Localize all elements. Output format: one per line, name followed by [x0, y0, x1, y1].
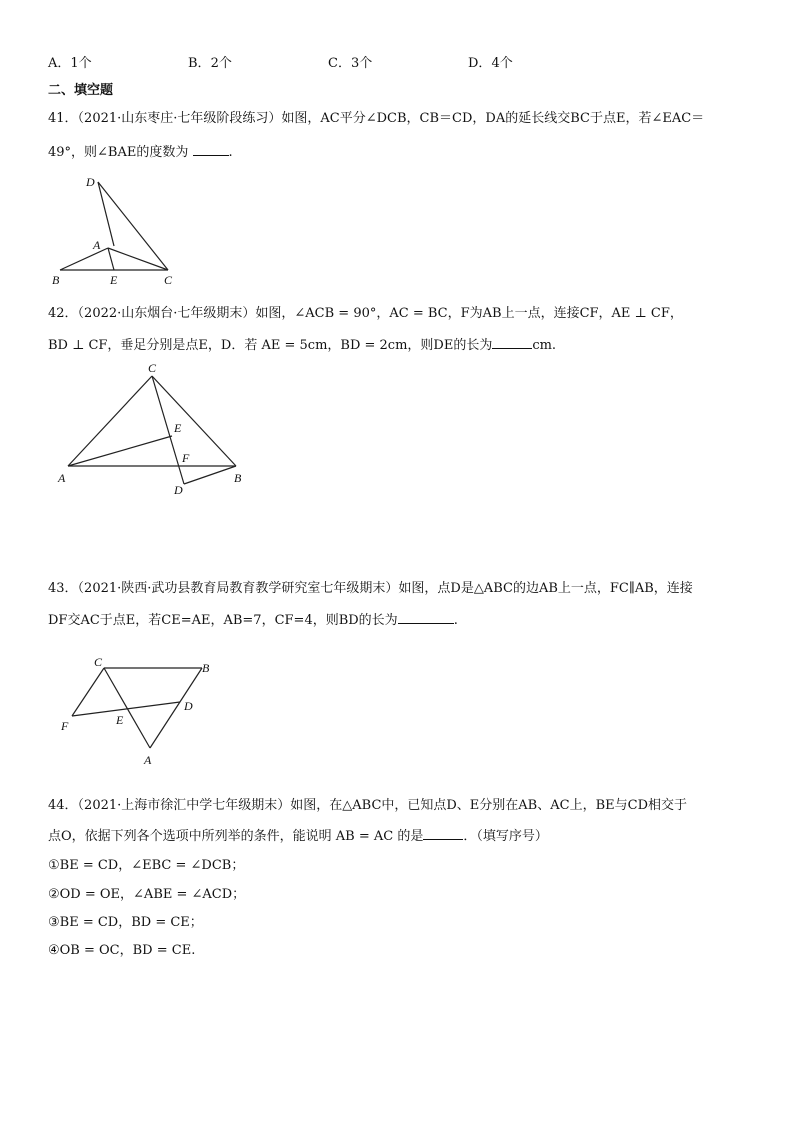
section-title: 二、填空题: [48, 83, 114, 98]
q41-text: 49°，则∠BAE的度数为: [48, 145, 189, 160]
q42-answer-blank[interactable]: [492, 336, 532, 349]
option-letter: C．: [328, 56, 351, 71]
q44-item-2: ②OD = OE，∠ABE = ∠ACD；: [48, 887, 246, 902]
label-D: D: [86, 175, 95, 189]
q43-line2: [48, 611, 458, 630]
q41-period: .: [228, 145, 233, 160]
option-letter: D．: [468, 56, 492, 71]
option-text: 1个: [70, 56, 92, 71]
q44-text: 点O，依据下列各个选项中所列举的条件，能说明 AB = AC 的是: [48, 829, 424, 844]
q44-answer-blank[interactable]: [423, 827, 463, 840]
segment-AE: [108, 248, 114, 270]
q44-item-4: ④OB = OC，BD = CE.: [48, 943, 196, 958]
segment-BA: [150, 668, 202, 748]
q41-figure: [48, 172, 188, 290]
label-C: C: [94, 655, 103, 669]
option-text: 3个: [350, 56, 373, 71]
q42-figure: [52, 360, 262, 496]
label-A: A: [93, 238, 101, 252]
label-B: B: [52, 273, 60, 287]
segment-CB: [152, 376, 236, 466]
q44-line2: [48, 827, 548, 846]
option-a: [48, 52, 92, 71]
q42-line2: [48, 336, 556, 355]
segment-DB: [184, 466, 236, 484]
label-D: D: [174, 483, 183, 496]
q44-item-3: ③BE = CD，BD = CE；: [48, 915, 203, 930]
label-B: B: [202, 661, 210, 675]
label-E: E: [116, 713, 124, 727]
label-C: C: [148, 361, 157, 375]
q43-figure: [56, 652, 226, 770]
option-text: 2个: [210, 56, 232, 71]
option-b: [188, 52, 232, 71]
label-A: A: [144, 753, 152, 767]
option-text: 4个: [491, 56, 513, 71]
segment-CA: [104, 668, 150, 748]
q44-item-1: ①BE = CD，∠EBC = ∠DCB；: [48, 858, 245, 873]
q42-text: BD ⊥ CF，垂足分别是点E，D．若 AE = 5cm，BD = 2cm，则DE的长为: [48, 338, 493, 353]
label-D: D: [184, 699, 193, 713]
q41-line1: 41．（2021·山东枣庄·七年级阶段练习）如图，AC平分∠DCB，CB＝CD，DA的延长线交BC于点E，若∠EAC＝: [48, 111, 705, 126]
q43-period: .: [453, 613, 458, 628]
label-A: A: [58, 471, 66, 485]
label-E: E: [110, 273, 118, 287]
label-C: C: [164, 273, 173, 287]
q41-answer-blank[interactable]: [193, 143, 229, 156]
segment-CF: [72, 668, 104, 716]
q41-line2: [48, 143, 233, 162]
label-E: E: [174, 421, 182, 435]
segment-BA: [60, 248, 108, 270]
q44-line1: 44．（2021·上海市徐汇中学七年级期末）如图，在△ABC中，已知点D、E分别在AB、AC上，BE与CD相交于: [48, 798, 687, 813]
option-c: [328, 52, 372, 71]
q42-unit: cm.: [532, 338, 557, 353]
q44-note: ．（填写序号）: [463, 829, 548, 844]
q43-answer-blank[interactable]: [398, 611, 454, 624]
label-F: F: [61, 719, 69, 733]
option-letter: B．: [188, 56, 211, 71]
option-d: [468, 52, 513, 71]
option-letter: A．: [48, 56, 71, 71]
segment-CA: [68, 376, 152, 466]
q43-text: DF交AC于点E，若CE=AE，AB=7，CF=4，则BD的长为: [48, 613, 398, 628]
label-B: B: [234, 471, 242, 485]
label-F: F: [182, 451, 190, 465]
segment-AE: [68, 436, 172, 466]
q43-line1: 43．（2021·陕西·武功县教育局教育教学研究室七年级期末）如图，点D是△ABC的边AB上一点，FC∥AB，连接: [48, 581, 693, 596]
q42-line1: 42．（2022·山东烟台·七年级期末）如图，∠ACB = 90°，AC = BC，F为AB上一点，连接CF，AE ⊥ CF，: [48, 306, 683, 321]
segment-FD: [72, 702, 180, 716]
